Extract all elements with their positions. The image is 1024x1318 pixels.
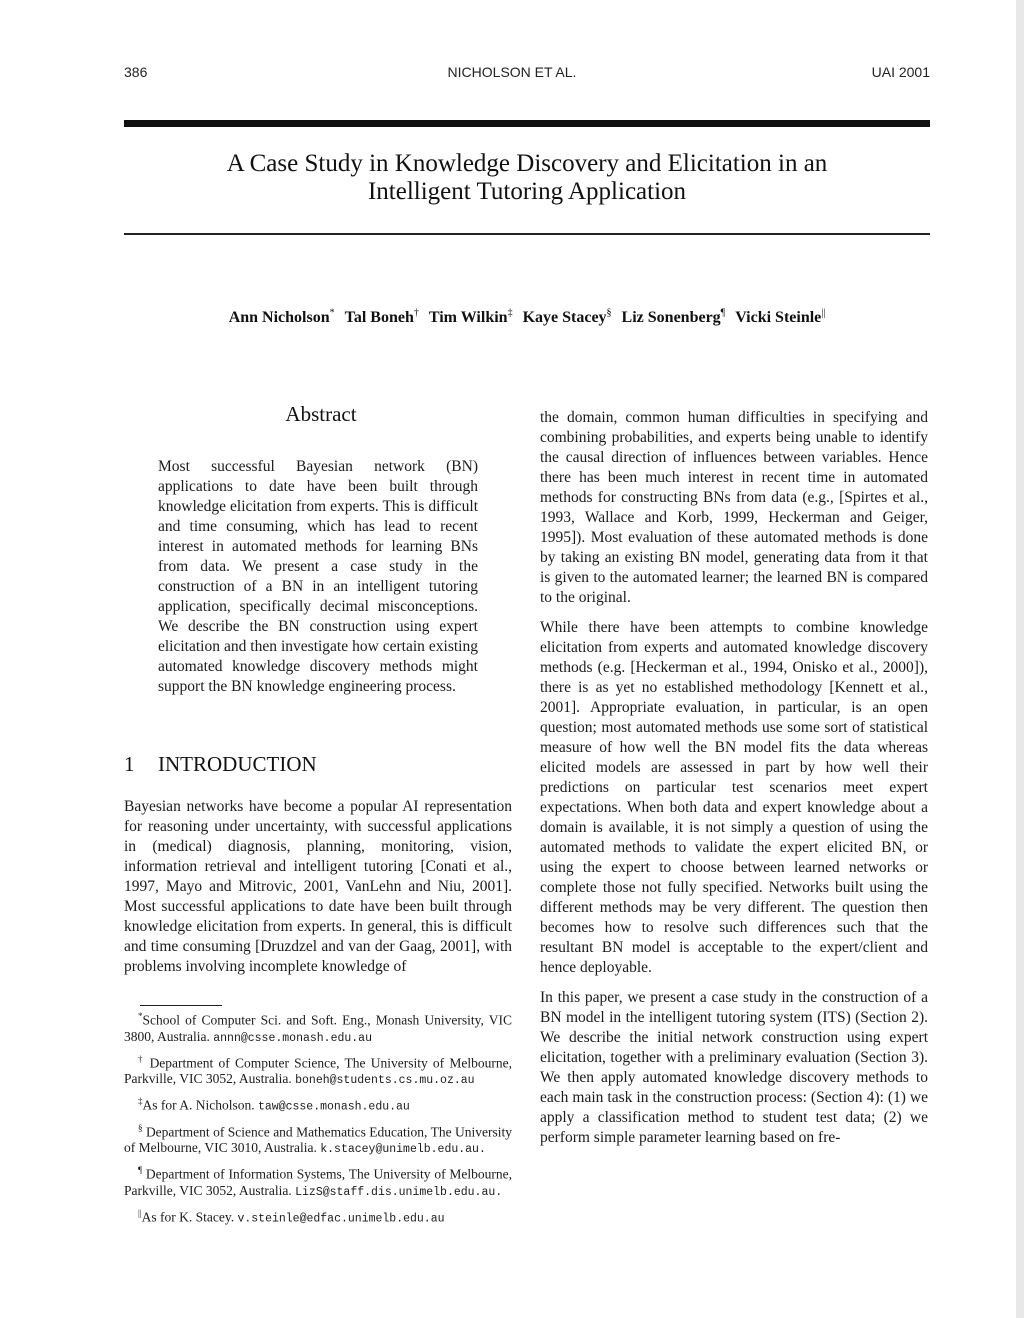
footnote-email: k.stacey@unimelb.edu.au.	[320, 1143, 486, 1156]
body-paragraph: While there have been attempts to combine knowledge elicitation from experts and automated knowledge discovery methods (e.g. [Heckerman et al., 1994, Onisko et al., 2000]), there is as yet no established methodology [Kennett et al., 2001]. Appropriate evaluation, in particular, is an open question; most automated methods use some sort of statistical measure of how well the BN model fits the data whereas elicited models are assessed in part by how well their predictions on particular test scenarios meet expert expectations. When both data and expert knowledge about a domain is available, it is not simply a question of using the automated methods to validate the expert elicited BN, or using the expert to choose between learned networks or complete those not fully specified. Networks built using the different methods may be very different. The question then becomes how to resolve such differences such that the resultant BN model is acceptable to the expert/client and hence deployable.	[540, 619, 928, 976]
footnote: † Department of Computer Science, The University of Melbourne, Parkville, VIC 3052, Australia. boneh@students.cs.mu.oz.au	[124, 1053, 512, 1087]
body-paragraph: In this paper, we present a case study in the construction of a BN model in the intelligent tutoring system (ITS) (Section 2). We describe the initial network construction using expert elicitation, together with a preliminary evaluation (Section 3). We then apply automated knowledge discovery methods to each main task in the construction process: (Section 4): (1) we apply a classification method to student test data; (2) we perform simple parameter learning based on fre-	[540, 989, 928, 1146]
footnote: *School of Computer Sci. and Soft. Eng., Monash University, VIC 3800, Australia. annn@csse.monash.edu.au	[124, 1011, 512, 1045]
running-title-text: NICHOLSON ET AL.	[447, 64, 577, 80]
right-column	[540, 408, 928, 1158]
abstract-heading: Abstract	[285, 402, 357, 426]
footnote: ¶ Department of Information Systems, The University of Melbourne, Parkville, VIC 3052, Australia. LizS@staff.dis.unimelb.edu.au.	[124, 1165, 512, 1199]
venue-label: UAI 2001	[871, 64, 930, 80]
footnote: § Department of Science and Mathematics Education, The University of Melbourne, VIC 3010, Australia. k.stacey@unimelb.edu.au.	[124, 1122, 512, 1156]
page-edge	[1016, 0, 1024, 1318]
page-number: 386	[124, 64, 148, 80]
footnote: ||As for K. Stacey. v.steinle@edfac.unimelb.edu.au	[138, 1207, 445, 1225]
footnote-email: annn@csse.monash.edu.au	[213, 1031, 372, 1045]
body-paragraph: the domain, common human difficulties in specifying and combining probabilities, and experts being unable to identify the causal direction of influences between variables. Hence there has been much interest in recent time in automated methods for constructing BNs from data (e.g., [Spirtes et al., 1993, Wallace and Korb, 1999, Heckerman and Geiger, 1995]). Most evaluation of these automated methods is done by taking an existing BN model, generating data from it that is given to the automated learner; the learned BN is compared to the original.	[540, 409, 928, 606]
abstract-text: Most successful Bayesian network (BN) applications to date have been built through knowledge elicitation from experts. This is difficult and time consuming, which has lead to recent interest in automated methods for learning BNs from data. We present a case study in the construction of a BN in an intelligent tutoring application, specifically decimal misconceptions. We describe the BN construction using expert elicitation and then investigate how certain existing automated knowledge discovery methods might support the BN knowledge engineering process.	[158, 458, 478, 695]
title-rule-top	[124, 120, 930, 127]
footnote-rule	[140, 1005, 222, 1006]
section-heading	[124, 752, 317, 777]
title-line-2: Intelligent Tutoring Application	[367, 178, 687, 205]
title-rule-bottom	[124, 233, 930, 235]
title-line-1: A Case Study in Knowledge Discovery and Elicitation in an	[226, 150, 828, 177]
footnote-email: LizS@staff.dis.unimelb.edu.au.	[295, 1185, 503, 1199]
author: Liz Sonenberg¶	[621, 308, 726, 327]
author-list	[124, 308, 930, 327]
author: Vicki Steinle||	[735, 308, 826, 327]
author: Kaye Stacey§	[522, 308, 612, 327]
footnotes	[124, 1008, 512, 1231]
author: Tim Wilkin‡	[428, 308, 513, 327]
section-number: 1	[124, 752, 135, 776]
author: Tal Boneh†	[344, 308, 419, 327]
author: Ann Nicholson*	[228, 308, 335, 327]
footnote-email: taw@csse.monash.edu.au	[258, 1100, 410, 1114]
paper-title	[124, 150, 930, 206]
section-title: INTRODUCTION	[158, 752, 317, 776]
footnote-email: v.steinle@edfac.unimelb.edu.au	[237, 1212, 445, 1225]
footnote-email: boneh@students.cs.mu.oz.au	[295, 1074, 475, 1087]
intro-paragraph: Bayesian networks have become a popular AI representation for reasoning under uncertainty, with successful applications in (medical) diagnosis, planning, monitoring, vision, information retrieval and intelligent tutoring [Conati et al., 1997, Mayo and Mitrovic, 2001, VanLehn and Niu, 2001]. Most successful applications to date have been built through knowledge elicitation from experts. In general, this is difficult and time consuming [Druzdzel and van der Gaag, 2001], with problems involving incomplete knowledge of	[124, 798, 512, 975]
running-title	[0, 64, 1024, 80]
footnote: ‡As for A. Nicholson. taw@csse.monash.edu.au	[138, 1096, 410, 1114]
